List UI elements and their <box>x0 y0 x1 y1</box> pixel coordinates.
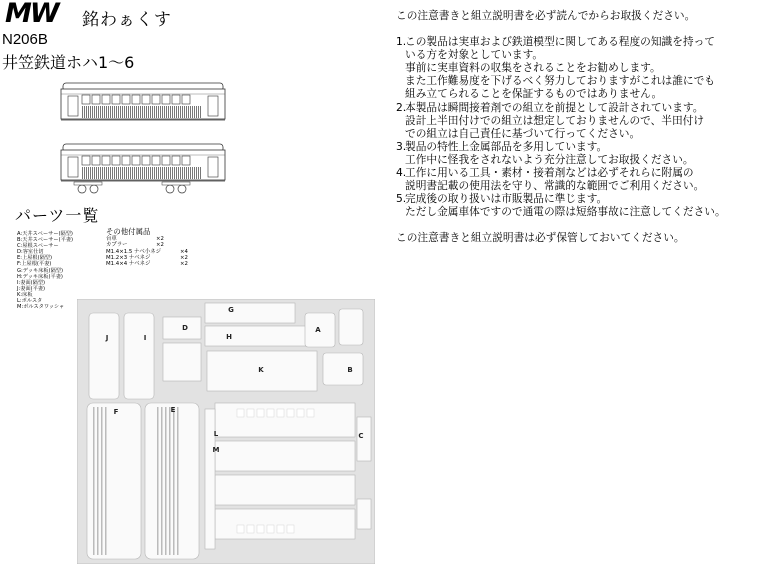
parts-list-item: D:客室仕切 <box>17 249 44 256</box>
parts-list-item: M:ボルスタワッシャ <box>17 304 65 311</box>
parts-list-item: B:天井スペーサー(平妻) <box>17 237 74 244</box>
parts-list-item: E:上屋根(隔型) <box>17 255 53 262</box>
notes-item <box>396 35 764 100</box>
parts-list-item: I:妻面(隔型) <box>17 279 46 286</box>
sheet-label: I <box>143 334 147 342</box>
notes-item-line: 工作に用いる工具・素材・接着剤などは必ずそれらに附属の <box>405 166 694 180</box>
notes-item-line: 事前に実車資料の収集をされることをお勧めします。 <box>405 61 661 75</box>
sheet-label: K <box>258 366 264 374</box>
notes-item-line: いる方を対象としています。 <box>405 48 544 62</box>
parts-list-item: K:床板 <box>17 291 33 298</box>
extras-item-name: M1.4×4 ナベネジ <box>106 261 151 268</box>
extras-item-count: ×2 <box>180 261 188 268</box>
notes-item <box>396 101 764 140</box>
sheet-label: C <box>358 432 364 440</box>
notes-item-line: 説明書記載の使用法を守り、常識的な範囲でご利用ください。 <box>405 179 705 193</box>
extras-item-count: ×2 <box>156 236 164 242</box>
notes-item-line: 組み立てられることを保証するものではありません。 <box>405 87 663 101</box>
extras-row <box>106 261 188 267</box>
sheet-label: F <box>113 408 119 416</box>
notes-item <box>396 166 764 192</box>
sheet-label: A <box>315 326 321 334</box>
brand-name: 銘わぁくす <box>82 10 172 30</box>
parts-list-item: G:デッキ床板(隔型) <box>17 267 64 274</box>
notes-item-line: 設計上半田付けでの組立は想定しておりませんので、半田付け <box>405 113 705 127</box>
etching-parts-sheet <box>77 299 375 564</box>
product-title: 井笠鉄道ホハ1〜6 <box>2 53 135 72</box>
notes-item-line: での組立は自己責任に基づいて行ってください。 <box>405 126 641 140</box>
extras-list <box>106 227 188 267</box>
parts-list-item: C:屋根スペーサー <box>17 243 59 250</box>
product-code: N206B <box>2 31 48 48</box>
notes-item-number: 3. <box>396 139 407 153</box>
extras-item-name: カプラー <box>106 242 128 249</box>
notes-item-line: 製品の特性上金属部品を多用しています。 <box>405 139 608 153</box>
notes-item-line: 本製品は瞬間接着剤での組立を前提として設計されています。 <box>405 100 704 114</box>
notes-item-number: 1. <box>396 35 407 49</box>
parts-list-item: A:天井スペーサー(隔型) <box>17 231 73 237</box>
notes-item <box>396 192 764 218</box>
notes-item-line: 工作中に怪我をされないよう充分注意してお取扱ください。 <box>405 152 694 166</box>
sheet-label: M <box>212 446 220 454</box>
extras-item-name: M1.4×1.5 ナベ小ネジ <box>106 248 161 255</box>
notes-list <box>396 35 764 218</box>
extras-item-count: ×2 <box>180 254 188 261</box>
notes-item-line: また工作難易度を下げるべく努力しておりますがこれは誰にでも <box>405 74 715 88</box>
car-illustration-bottom <box>60 142 228 196</box>
extras-item-count: ×4 <box>180 248 188 255</box>
notes-item-number: 2. <box>396 100 407 114</box>
extras-item-count: ×2 <box>156 242 164 249</box>
notes-outro: この注意書きと組立説明書は必ず保管しておいてください。 <box>396 231 685 245</box>
notes-intro: この注意書きと組立説明書を必ず読んでからお取扱ください。 <box>396 9 696 22</box>
parts-list-item: F:上屋根(平妻) <box>17 261 52 268</box>
notes-item-line: ただし金属車体ですので通電の際は短絡事故に注意してください。 <box>405 205 726 219</box>
notes-item-line: この製品は実車および鉄道模型に関してある程度の知識を持って <box>405 35 715 49</box>
caution-notes <box>396 9 764 245</box>
notes-item <box>396 140 764 166</box>
extras-item-name: 台車 <box>106 236 117 242</box>
sheet-label: B <box>347 366 353 374</box>
sheet-label: H <box>226 333 232 341</box>
parts-list-item: J:妻面(平妻) <box>17 285 46 292</box>
parts-list-item: H:デッキ床板(平妻) <box>17 273 63 280</box>
sheet-label: E <box>170 406 176 414</box>
parts-list-heading: パーツ一覧 <box>15 206 100 225</box>
extras-item-name: M1.2×3 ナベネジ <box>106 254 151 261</box>
sheet-label: L <box>213 430 219 438</box>
svg-text:MW: MW <box>5 0 58 26</box>
notes-item-line: 完成後の取り扱いは市販製品に準じます。 <box>405 192 608 206</box>
notes-item-number: 5. <box>396 192 407 206</box>
parts-list <box>17 231 73 310</box>
sheet-label: D <box>182 324 188 332</box>
parts-list-item: L:ボルスタ <box>17 298 43 305</box>
sheet-label: J <box>105 334 109 342</box>
sheet-label: G <box>228 306 234 314</box>
extras-heading: その他付属品 <box>106 227 151 236</box>
notes-item-number: 4. <box>396 166 407 180</box>
mw-logo <box>4 0 74 26</box>
car-illustration-top <box>60 80 228 134</box>
